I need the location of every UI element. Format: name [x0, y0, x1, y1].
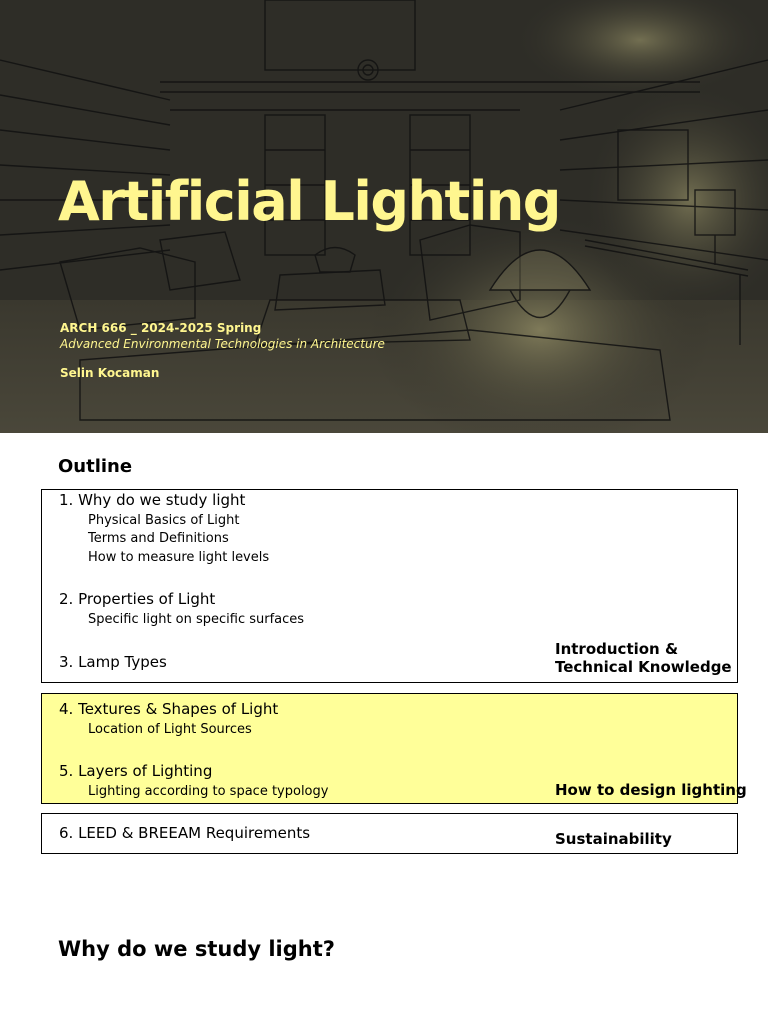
group-label-line: How to design lighting	[555, 781, 747, 799]
outline-item: 6. LEED & BREEAM Requirements	[59, 824, 311, 842]
cover-slide	[0, 0, 768, 433]
outline-heading: Outline	[58, 456, 133, 477]
course-code: ARCH 666 _ 2024-2025 Spring	[60, 321, 262, 335]
outline-subitem: Lighting according to space typology	[88, 784, 329, 799]
outline-group-design	[41, 693, 747, 804]
outline-item: 3. Lamp Types	[59, 653, 167, 671]
outline-subitem: Location of Light Sources	[88, 722, 252, 737]
presentation-title: Artificial Lighting	[58, 170, 560, 233]
outline-subitem: Specific light on specific surfaces	[88, 612, 305, 627]
group-label	[555, 830, 672, 848]
outline-group-sustainability	[41, 813, 738, 854]
group-label-line: Technical Knowledge	[555, 658, 732, 676]
outline-item: 1. Why do we study light	[59, 491, 246, 509]
outline-item: 5. Layers of Lighting	[59, 762, 213, 780]
outline-subitem: Terms and Definitions	[88, 531, 229, 546]
course-subtitle: Advanced Environmental Technologies in Architecture	[60, 337, 385, 351]
outline-item: 2. Properties of Light	[59, 590, 216, 608]
section-heading: Why do we study light?	[58, 937, 335, 961]
outline-group-introduction	[41, 489, 738, 683]
group-label-line: Sustainability	[555, 830, 672, 848]
group-label	[555, 781, 747, 799]
outline-subitem: Physical Basics of Light	[88, 513, 240, 528]
outline-item: 4. Textures & Shapes of Light	[59, 700, 279, 718]
outline-subitem: How to measure light levels	[88, 550, 270, 565]
group-label-line: Introduction &	[555, 640, 679, 658]
author-name: Selin Kocaman	[60, 366, 160, 380]
group-label	[555, 640, 732, 676]
